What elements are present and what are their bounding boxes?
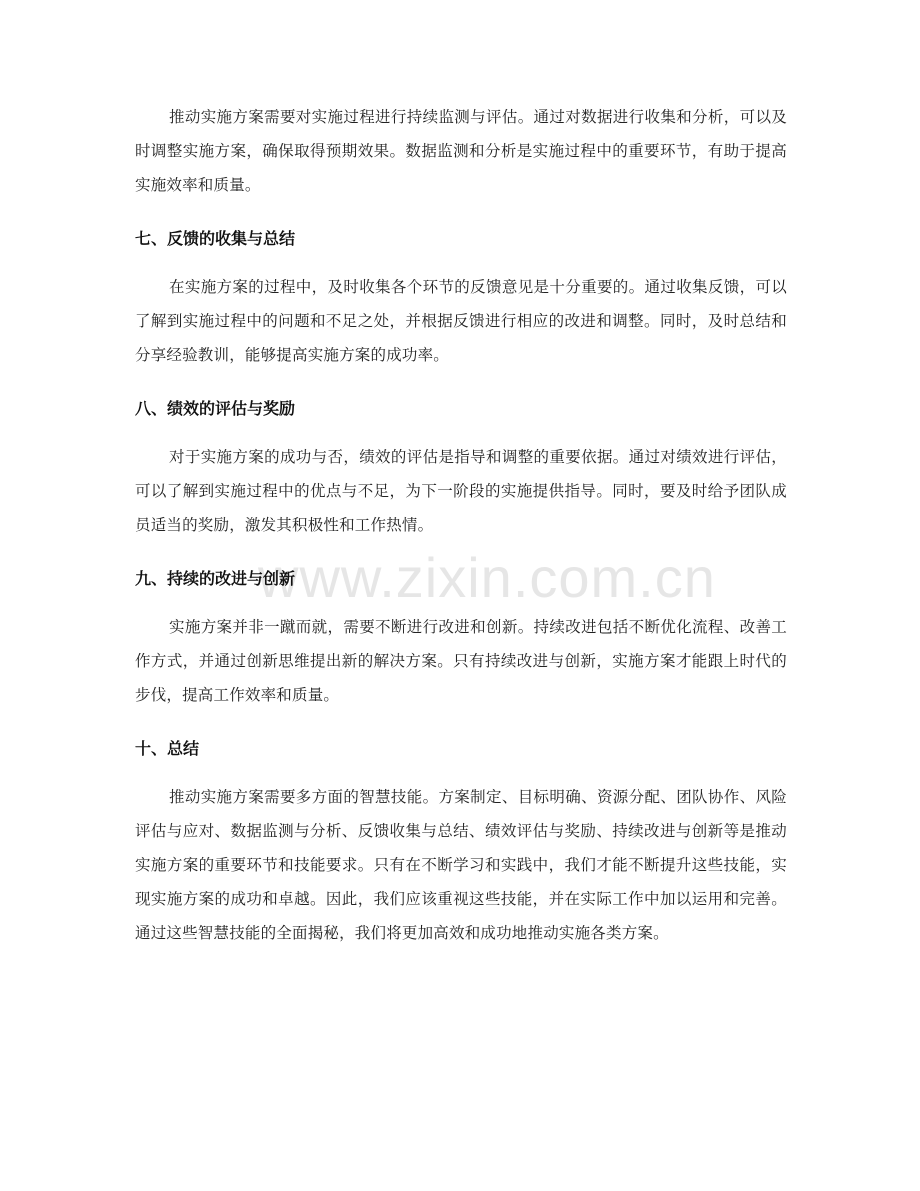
section-10-paragraph: 推动实施方案需要多方面的智慧技能。方案制定、目标明确、资源分配、团队协作、风险评估与应对、数据监测与分析、反馈收集与总结、绩效评估与奖励、持续改进与创新等是推动实施方案的重要环节和技能要求。只有在不断学习和实践中，我们才能不断提升这些技能，实现实施方案的成功和卓越。因此，我们应该重视这些技能，并在实际工作中加以运用和完善。通过这些智慧技能的全面揭秘，我们将更加高效和成功地推动实施各类方案。 (135, 788, 787, 942)
watermark: www.zixin.com.cn (258, 546, 716, 609)
section-8-paragraph: 对于实施方案的成功与否，绩效的评估是指导和调整的重要依据。通过对绩效进行评估，可以了解到实施过程中的优点与不足，为下一阶段的实施提供指导。同时，要及时给予团队成员适当的奖励，激发其积极性和工作热情。 (135, 448, 787, 534)
section-9-paragraph: 实施方案并非一蹴而就，需要不断进行改进和创新。持续改进包括不断优化流程、改善工作方式，并通过创新思维提出新的解决方案。只有持续改进与创新，实施方案才能跟上时代的步伐，提高工作效率和质量。 (135, 618, 787, 704)
section-7-paragraph: 在实施方案的过程中，及时收集各个环节的反馈意见是十分重要的。通过收集反馈，可以了解到实施过程中的问题和不足之处，并根据反馈进行相应的改进和调整。同时，及时总结和分享经验教训，能够提高实施方案的成功率。 (135, 278, 787, 364)
section-9-heading: 九、持续的改进与创新 (135, 569, 296, 588)
section-7-heading: 七、反馈的收集与总结 (135, 229, 296, 248)
document-body (135, 100, 787, 950)
intro-paragraph: 推动实施方案需要对实施过程进行持续监测与评估。通过对数据进行收集和分析，可以及时调整实施方案，确保取得预期效果。数据监测和分析是实施过程中的重要环节，有助于提高实施效率和质量。 (135, 108, 787, 194)
section-10-heading: 十、总结 (135, 739, 200, 758)
section-8-heading: 八、绩效的评估与奖励 (135, 399, 296, 418)
